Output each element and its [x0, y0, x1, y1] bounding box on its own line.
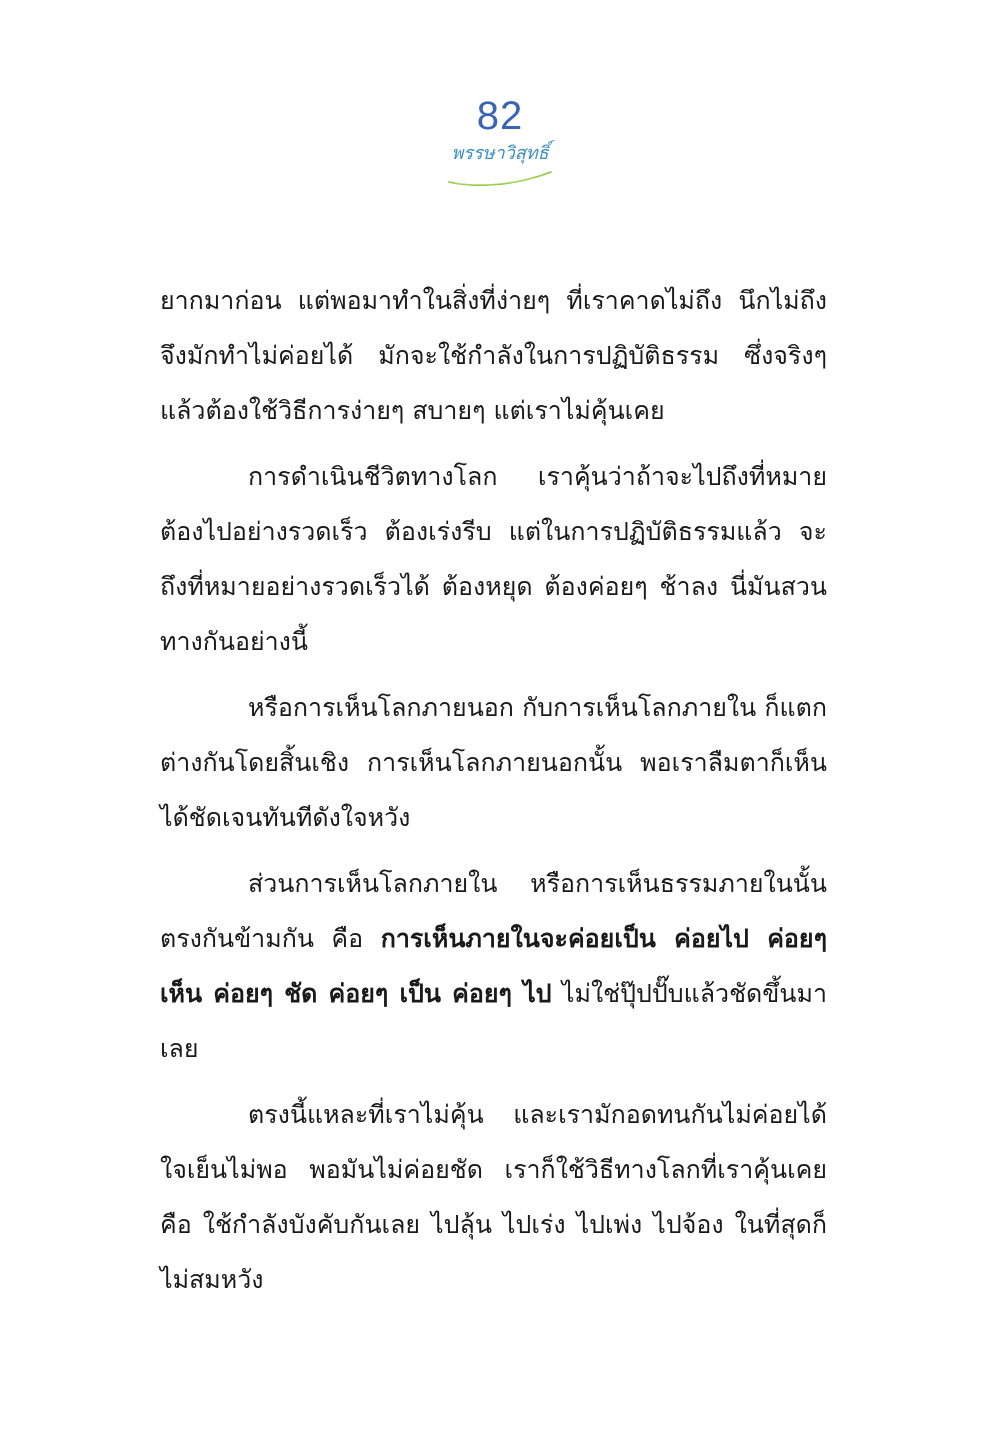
paragraph-1: ยากมาก่อน แต่พอมาทำในสิ่งที่ง่ายๆ ที่เราคาดไม่ถึง นึกไม่ถึงจึงมักทำไม่ค่อยได้ มักจะใช้กำลังในการปฏิบัติธรรม ซึ่งจริงๆ แล้วต้องใช้วิธีการง่ายๆ สบายๆ แต่เราไม่คุ้นเคย: [160, 286, 827, 425]
paragraph-5: ตรงนี้แหละที่เราไม่คุ้น และเรามักอดทนกันไม่ค่อยได้ ใจเย็นไม่พอ พอมันไม่ค่อยชัด เราก็ใช้วิธีทางโลกที่เราคุ้นเคย คือ ใช้กำลังบังคับกันเลย ไปลุ้น ไปเร่ง ไปเพ่ง ไปจ้อง ในที่สุดก็ไม่สมหวัง: [160, 1100, 827, 1294]
title-swash-ornament: [445, 166, 555, 188]
paragraph-4-emphasis: การเห็นภายในจะค่อยเป็น ค่อยไป ค่อยๆ เห็น ค่อยๆ ชัด ค่อยๆ เป็น ค่อยๆ ไป: [160, 924, 828, 1008]
page-header: [0, 92, 1000, 188]
paragraph-3: หรือการเห็นโลกภายนอก กับการเห็นโลกภายใน ก็แตกต่างกันโดยสิ้นเชิง การเห็นโลกภายนอกนั้น พอเราลืมตาก็เห็นได้ชัดเจนทันทีดังใจหวัง: [160, 693, 827, 832]
paragraph-4-tail: ไม่ใช่ปุ๊ปปั๊บแล้วชัดขึ้นมาเลย: [160, 979, 827, 1063]
paragraph-2: การดำเนินชีวิตทางโลก เราคุ้นว่าถ้าจะไปถึงที่หมาย ต้องไปอย่างรวดเร็ว ต้องเร่งรีบ แต่ในการปฏิบัติธรรมแล้ว จะถึงที่หมายอย่างรวดเร็วได้ ต้องหยุด ต้องค่อยๆ ช้าลง นี่มันสวนทางกันอย่างนี้: [160, 462, 827, 656]
paragraph-4-lead: ส่วนการเห็นโลกภายใน หรือการเห็นธรรมภายในนั้นตรงกันข้ามกัน คือ: [160, 869, 827, 953]
page-number: 82: [476, 94, 524, 138]
book-title: พรรษาวิสุทธิ์: [451, 143, 549, 164]
page-body: [160, 273, 827, 1318]
paragraph-4: [160, 856, 827, 1076]
